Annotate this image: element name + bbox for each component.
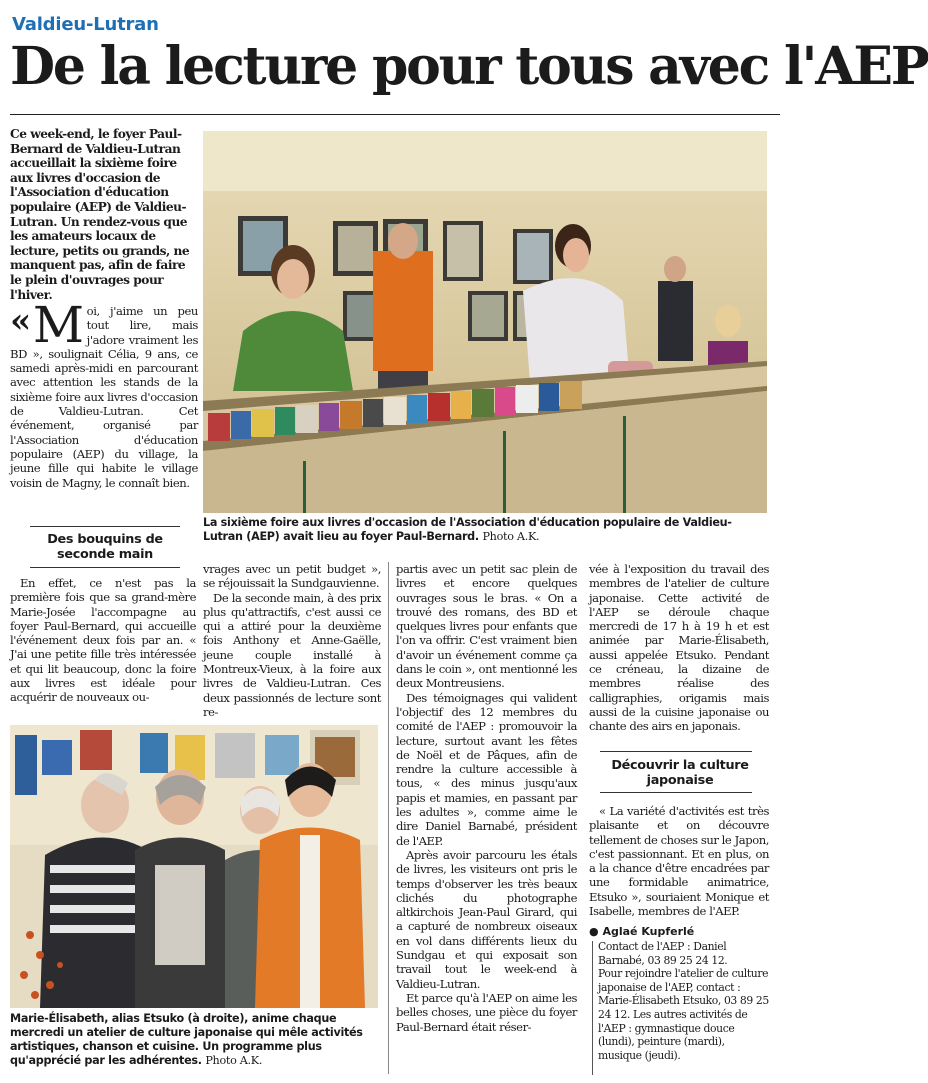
article-standfirst: Ce week-end, le foyer Paul-Bernard de Valdieu-Lutran accueillait la sixième foire aux livres d'occasion de l'Association d'éducation populaire (AEP) de Valdieu-Lutran. Un rendez-vous que les amateurs locaux de lecture, petits ou grands, ne manquent pas, afin de faire le plein d'ouvrages pour l'hiver. bbox=[10, 127, 190, 302]
column-3-paragraph-3: Après avoir parcouru les étals de livres, les visiteurs ont pris le temps d'observer les très beaux clichés du photographe altkirchois Jean-Paul Girard, qui a capturé de nombreux oiseaux en vol dans différents lieux du Sundgau et qui exposait son travail tout le week-end à Valdieu-Lutran. bbox=[396, 847, 577, 991]
subhead-rule-bottom bbox=[30, 567, 180, 568]
bottom-photo-caption bbox=[10, 1012, 382, 1068]
drop-cap: M bbox=[32, 296, 84, 354]
author-byline bbox=[589, 925, 694, 938]
column-4-paragraph-2: « La variété d'activités est très plaisante et on découvre tellement de choses sur le Japon, c'est passionnant. Et en plus, on a la chance d'être encadrées par une formidable animatrice, Etsuko », souriaient Monique et Isabelle, membres de l'AEP. bbox=[589, 804, 769, 919]
column-2-paragraph-2: De la seconde main, à des prix plus qu'attractifs, c'est aussi ce qui a attiré pour la deuxième fois Anthony et Anne-Gaëlle, jeune couple installé à Montreux-Vieux, à la foire aux livres de Valdieu-Lutran. Ces deux passionnés de lecture sont re- bbox=[203, 590, 381, 719]
book-fair-photo bbox=[203, 131, 767, 513]
subhead-rule-top bbox=[30, 526, 180, 527]
contact-atelier: Pour rejoindre l'atelier de culture japonaise de l'AEP, contact : Marie-Élisabeth Etsuko, 03 89 25 24 12. Les autres activités de l'AEP : gymnastique douce (lundi), peinture (mardi), musique (jeudi). bbox=[598, 967, 769, 1062]
bottom-caption-credit: Photo A.K. bbox=[205, 1054, 263, 1067]
subhead-japon: Découvrir la culture japonaise bbox=[611, 758, 749, 788]
japanese-workshop-photo bbox=[10, 725, 378, 1008]
column-2-paragraph-1: vrages avec un petit budget », se réjouissait la Sundgauvienne. bbox=[203, 562, 381, 591]
contact-box bbox=[598, 940, 770, 1062]
column-4-paragraph-1: vée à l'exposition du travail des membres de l'atelier de culture japonaise. Cette activité de l'AEP se déroule chaque mercredi de 17 h à 19 h et est animée par Marie-Élisabeth, aussi appelée Etsuko. Pendant ce créneau, la dizaine de membres réalise des calligraphies, origamis mais aussi de la cuisine japonaise ou chante des airs en japonais. bbox=[589, 562, 769, 734]
byline-name: Aglaé Kupferlé bbox=[602, 925, 695, 938]
contact-aep: Contact de l'AEP : Daniel Barnabé, 03 89 25 24 12. bbox=[598, 940, 728, 967]
column-1-paragraph: En effet, ce n'est pas la première fois que sa grand-mère Marie-Josée l'accompagne au foyer Paul-Bernard, qui accueille l'événement deux fois par an. « J'ai une petite fille très intéressée et qui lit beaucoup, donc la foire aux livres est idéale pour acquérir de nouveaux ou- bbox=[10, 576, 196, 705]
top-caption-text: La sixième foire aux livres d'occasion de l'Association d'éducation populaire de Valdieu-Lutran (AEP) avait lieu au foyer Paul-Bernard. bbox=[203, 516, 732, 543]
book-fair-illustration bbox=[203, 131, 767, 513]
column-2-text bbox=[203, 562, 381, 719]
contact-rule bbox=[592, 941, 593, 1075]
column-3-text bbox=[396, 562, 577, 1034]
section-kicker: Valdieu-Lutran bbox=[12, 14, 159, 35]
top-photo-caption bbox=[203, 516, 769, 544]
bottom-caption-text: Marie-Élisabeth, alias Etsuko (à droite), anime chaque mercredi un atelier de culture japonaise qui mêle activités artistiques, chanson et cuisine. Un programme plus qu'apprécié par les adhérentes. bbox=[10, 1012, 363, 1067]
subhead-bouquins: Des bouquins de seconde main bbox=[47, 532, 163, 562]
column-3-paragraph-2: Des témoignages qui valident l'objectif des 12 membres du comité de l'AEP : promouvoir la lecture, surtout avant les fêtes de Noël et de Pâques, afin de rendre la culture accessible à tous, « des minus jusqu'aux papis et mamies, en passant par les adultes », comme aime le dire Daniel Barnabé, président de l'AEP. bbox=[396, 690, 577, 848]
column-1-text bbox=[10, 576, 196, 705]
page-title: De la lecture pour tous avec l'AEP bbox=[10, 36, 928, 97]
article-lead bbox=[10, 296, 198, 490]
subhead2-rule-top bbox=[600, 751, 752, 752]
open-quote-mark: « bbox=[10, 301, 31, 341]
lead-text: oi, j'aime un peu tout lire, mais j'adore vraiment les BD », soulignait Célia, 9 ans, ce samedi après-midi en parcourant avec attention les stands de la sixième foire aux livres d'occasion de Valdieu-Lutran. Cet événement, organisé par l'Association d'éducation populaire (AEP) du village, la jeune fille qui habite le village voisin de Magny, le connaît bien. bbox=[10, 304, 198, 490]
byline-bullet: ● bbox=[589, 925, 599, 938]
column-4-text bbox=[589, 562, 769, 734]
column-divider bbox=[388, 562, 389, 1074]
headline-divider bbox=[10, 114, 780, 115]
column-4-text-2 bbox=[589, 804, 769, 918]
workshop-illustration bbox=[10, 725, 378, 1008]
column-3-paragraph-4: Et parce qu'à l'AEP on aime les belles choses, une pièce du foyer Paul-Bernard était réser- bbox=[396, 990, 577, 1034]
column-3-paragraph-1: partis avec un petit sac plein de livres et encore quelques ouvrages sous le bras. « On a trouvé des romans, des BD et quelques livres pour enfants que l'on va offrir. C'est vraiment bien d'avoir un événement comme ça dans le coin », ont mentionné les deux Montreusiens. bbox=[396, 562, 577, 691]
top-caption-credit: Photo A.K. bbox=[482, 530, 540, 543]
subhead2-rule-bottom bbox=[600, 792, 752, 793]
